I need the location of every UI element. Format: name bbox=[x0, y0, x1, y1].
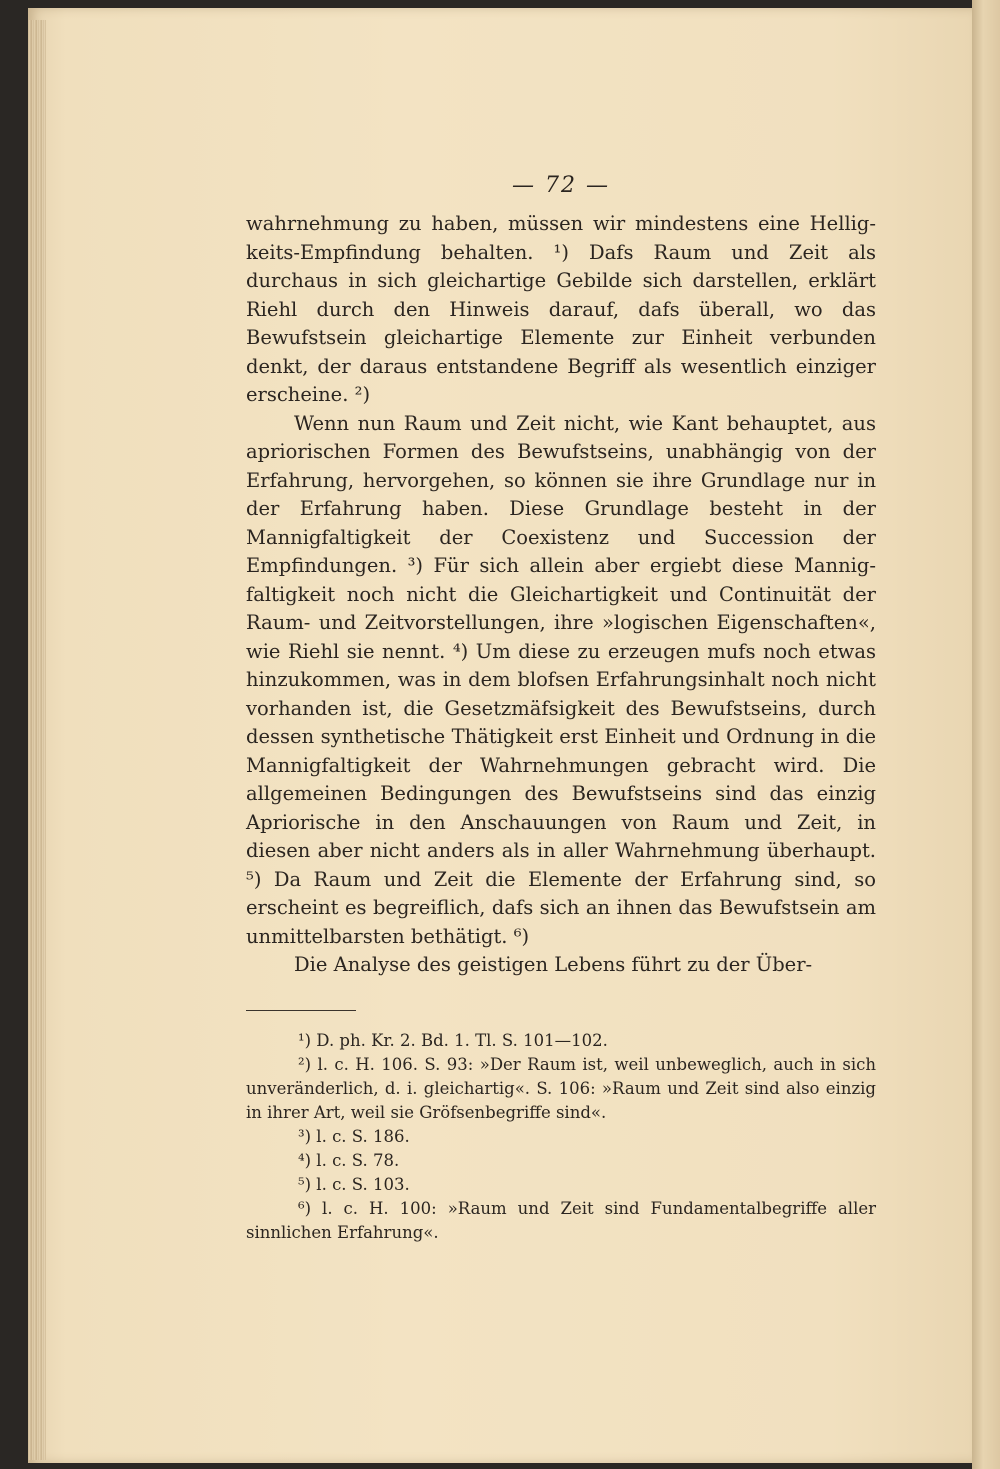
page-edges bbox=[28, 20, 46, 1460]
paragraph: wahrnehmung zu haben, müssen wir mindestens eine Helligkeits-Empfindung behalten. ¹) Dafs Raum und Zeit als durchaus in sich gleichartige Gebilde sich darstellen, erklärt Riehl durch den Hinweis darauf, dafs überall, wo das Bewufstsein gleichartige Elemente zur Einheit verbunden denkt, der daraus entstandene Begriff als wesentlich einziger erscheine. ²) bbox=[246, 212, 876, 406]
body-text bbox=[246, 210, 876, 980]
paragraph: Wenn nun Raum und Zeit nicht, wie Kant behauptet, aus apriorischen Formen des Bewufstseins, unabhängig von der Erfahrung, hervorgehen, so können sie ihre Grundlage nur in der Erfahrung haben. Diese Grundlage besteht in der Mannigfaltigkeit der Coexistenz und Succession der Empfindungen. ³) Für sich allein aber ergiebt diese Mannigfaltigkeit noch nicht die Gleichartigkeit und Continuität der Raum- und Zeitvorstellungen, ihre »logischen Eigenschaften«, wie Riehl sie nennt. ⁴) Um diese zu erzeugen mufs noch etwas hinzukommen, was in dem blofsen Erfahrungsinhalt noch nicht vorhanden ist, die Gesetzmäfsigkeit des Bewufstseins, durch dessen synthetische Thätigkeit erst Einheit und Ordnung in die Mannigfaltigkeit der Wahrnehmungen gebracht wird. Die allgemeinen Bedingungen des Bewufstseins sind das einzig Apriorische in den Anschauungen von Raum und Zeit, in diesen aber nicht anders als in aller Wahrnehmung überhaupt. ⁵) Da Raum und Zeit die Elemente der Erfahrung sind, so erscheint es begreiflich, dafs sich an ihnen das Bewufstsein am unmittelbarsten bethätigt. ⁶) bbox=[246, 411, 876, 948]
footnote: ¹) D. ph. Kr. 2. Bd. 1. Tl. S. 101—102. bbox=[298, 1030, 608, 1050]
footnote: ³) l. c. S. 186. bbox=[298, 1126, 410, 1146]
footnote-separator bbox=[246, 1010, 356, 1011]
footnote: ⁵) l. c. S. 103. bbox=[298, 1174, 410, 1194]
footnotes bbox=[246, 1029, 876, 1245]
next-page-edge bbox=[972, 0, 1000, 1469]
footnote: ²) l. c. H. 106. S. 93: »Der Raum ist, weil unbeweglich, auch in sich unveränderlich, d. i. gleichartig«. S. 106: »Raum und Zeit sind also einzig in ihrer Art, weil sie Gröfsenbegriffe sind«. bbox=[246, 1054, 876, 1122]
page-text-block bbox=[246, 170, 876, 1245]
page-number: — 72 — bbox=[512, 173, 610, 198]
footnote: ⁴) l. c. S. 78. bbox=[298, 1150, 400, 1170]
footnote: ⁶) l. c. H. 100: »Raum und Zeit sind Fundamentalbegriffe aller sinnlichen Erfahrung«. bbox=[246, 1198, 876, 1242]
paragraph: Die Analyse des geistigen Lebens führt zu der Über- bbox=[294, 953, 813, 976]
